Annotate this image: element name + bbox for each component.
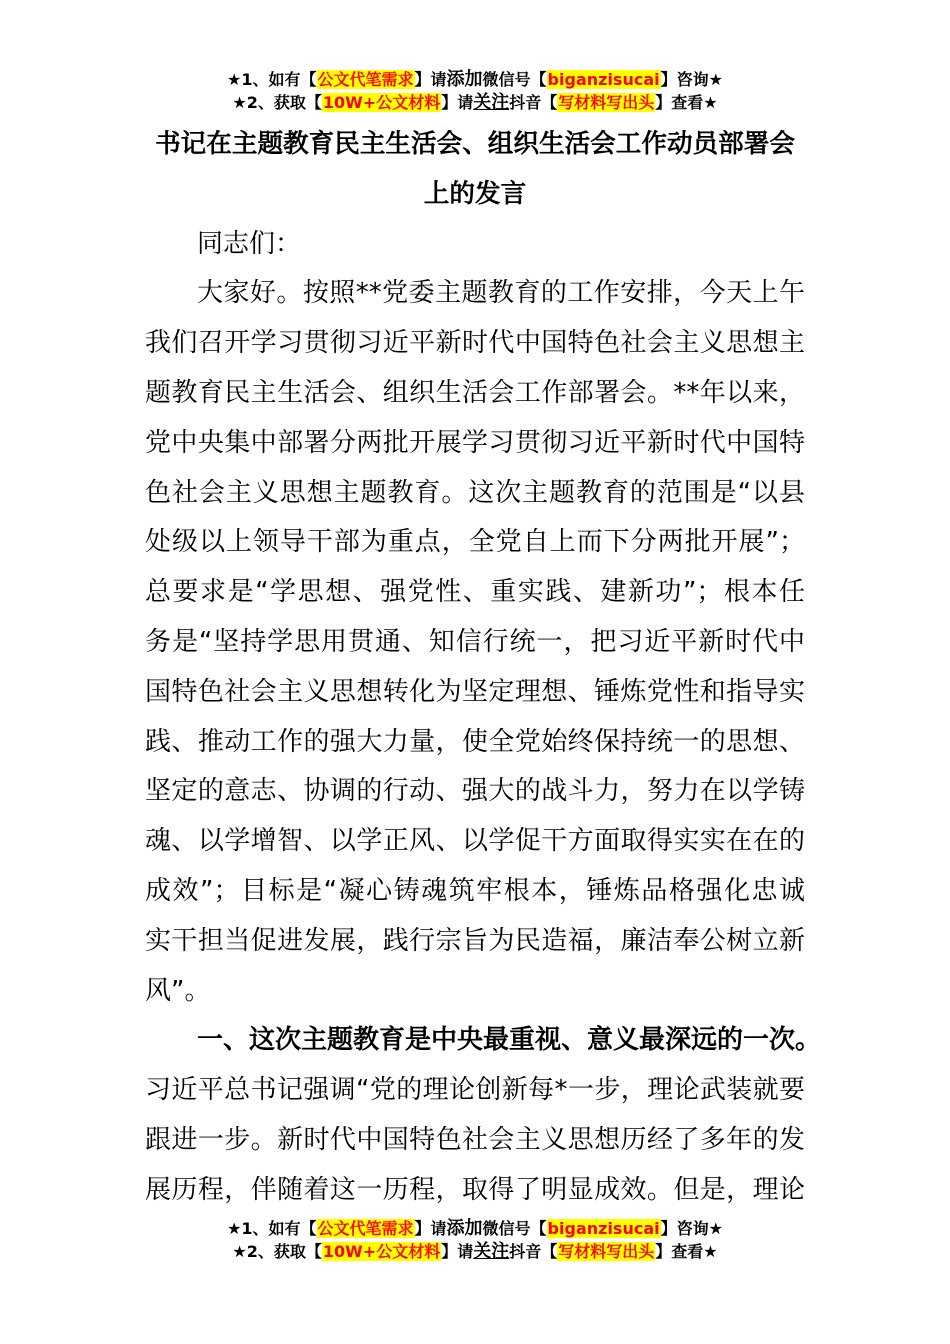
- body-line: 党中央集中部署分两批开展学习贯彻习近平新时代中国特: [145, 427, 805, 458]
- promo-text: ★2、获取【: [232, 1242, 322, 1261]
- promo-text: 抖音【: [509, 1242, 558, 1261]
- promo-highlight: biganzisucai: [547, 1219, 660, 1238]
- body-line: 务是“坚持学思用贯通、知信行统一，把习近平新时代中: [145, 626, 805, 657]
- promo-text: 微信号【: [482, 70, 547, 89]
- promo-highlight: 10W+公文材料: [322, 93, 441, 112]
- promo-footer: [0, 1217, 950, 1263]
- promo-emphasis: 关注: [473, 92, 510, 113]
- body-line: 大家好。按照**党委主题教育的工作安排，今天上午: [197, 278, 805, 309]
- promo-highlight: 写材料写出头: [558, 1242, 655, 1261]
- promo-text: 】咨询★: [660, 70, 723, 89]
- promo-highlight: 写材料写出头: [558, 93, 655, 112]
- body-line: 色社会主义思想主题教育。这次主题教育的范围是“以县: [145, 477, 805, 508]
- paragraph-2: [145, 1016, 822, 1215]
- promo-line-1: [0, 68, 950, 91]
- promo-text: ★1、如有【: [227, 70, 317, 89]
- promo-emphasis: 关注: [473, 1241, 510, 1262]
- paragraph-1: [145, 269, 805, 1016]
- salutation: 同志们：: [197, 228, 302, 259]
- promo-text: 抖音【: [509, 93, 558, 112]
- document-body: [145, 120, 822, 1216]
- promo-text: 】咨询★: [660, 1219, 723, 1238]
- body-line: 成效”；目标是“凝心铸魂筑牢根本，锤炼品格强化忠诚: [145, 875, 805, 906]
- promo-text: 】请: [414, 1219, 447, 1238]
- body-line: 践、推动工作的强大力量，使全党始终保持统一的思想、: [145, 726, 805, 757]
- document-title-line-2: 上的发言: [423, 178, 527, 209]
- section-heading: 一、这次主题教育是中央最重视、意义最深远的一次。: [197, 1025, 822, 1056]
- body-line: 魂、以学增智、以学正风、以学促干方面取得实实在在的: [145, 826, 805, 857]
- body-line: 展历程，伴随着这一历程，取得了明显成效。但是，理论: [145, 1174, 805, 1205]
- body-line: 风”。: [145, 975, 211, 1006]
- promo-text: 】请: [441, 1242, 474, 1261]
- promo-emphasis: 添加: [446, 69, 483, 90]
- body-line: 坚定的意志、协调的行动、强大的战斗力，努力在以学铸: [145, 776, 805, 807]
- body-line: 跟进一步。新时代中国特色社会主义思想历经了多年的发: [145, 1124, 805, 1155]
- promo-text: ★1、如有【: [227, 1219, 317, 1238]
- promo-text: 】请: [441, 93, 474, 112]
- promo-text: 】请: [414, 70, 447, 89]
- promo-line-2: [0, 1240, 950, 1263]
- promo-line-2: [0, 91, 950, 114]
- promo-line-1: [0, 1217, 950, 1240]
- document-title-line-1: 书记在主题教育民主生活会、组织生活会工作动员部署会: [155, 129, 795, 159]
- body-line: 总要求是“学思想、强党性、重实践、建新功”；根本任: [145, 577, 805, 608]
- promo-highlight: 公文代笔需求: [317, 70, 414, 89]
- promo-header: [0, 68, 950, 114]
- promo-text: 微信号【: [482, 1219, 547, 1238]
- body-line: 题教育民主生活会、组织生活会工作部署会。**年以来，: [145, 377, 805, 408]
- promo-highlight: biganzisucai: [547, 70, 660, 89]
- body-line: 我们召开学习贯彻习近平新时代中国特色社会主义思想主: [145, 328, 805, 359]
- promo-text: 】查看★: [655, 1242, 718, 1261]
- body-line: 处级以上领导干部为重点，全党自上而下分两批开展”；: [145, 527, 805, 558]
- body-line: 国特色社会主义思想转化为坚定理想、锤炼党性和指导实: [145, 676, 805, 707]
- promo-highlight: 10W+公文材料: [322, 1242, 441, 1261]
- body-line: 习近平总书记强调“党的理论创新每*一步，理论武装就要: [145, 1075, 805, 1106]
- promo-text: 】查看★: [655, 93, 718, 112]
- promo-emphasis: 添加: [446, 1218, 483, 1239]
- promo-text: ★2、获取【: [232, 93, 322, 112]
- promo-highlight: 公文代笔需求: [317, 1219, 414, 1238]
- body-line: 实干担当促进发展，践行宗旨为民造福，廉洁奉公树立新: [145, 925, 805, 956]
